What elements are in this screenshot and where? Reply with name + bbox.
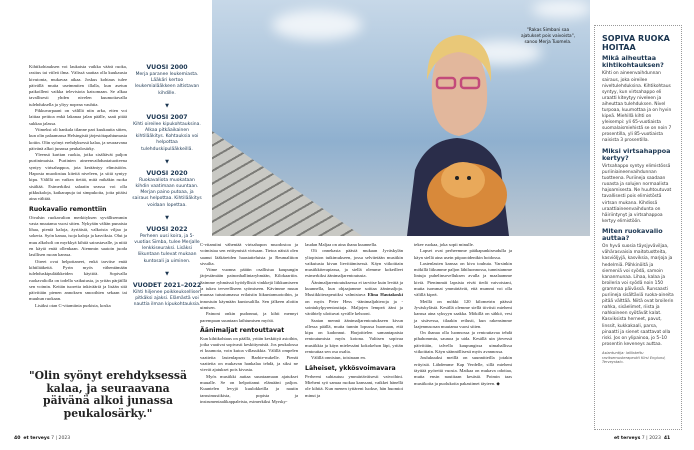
paragraph: Lapset ovat perheemme pääkapunkiseudulla ja käyn siellä aina usein piiparoidenikin hoidossa. bbox=[414, 248, 512, 260]
timeline-text: Kihti hiljenee poikkeuksellisen pitkäksi ajaksi. Elämästä voi nauttia ilman kipukohtauksia. bbox=[133, 289, 201, 308]
arrow-down-icon: ▼ bbox=[165, 214, 169, 221]
timeline-year: VUODET 2021–2022 bbox=[132, 281, 202, 289]
page-number: 40 bbox=[14, 436, 21, 441]
paragraph: Lisäksi otan C-vitamiinia purkista, koska bbox=[35, 302, 111, 308]
person-name: Elina Hautakoski bbox=[367, 292, 403, 298]
pull-quote: "Olin syönyt erehdyksessä kalaa, ja seuraavana päivänä alkoi junassa peukalosärky." bbox=[29, 369, 187, 420]
timeline-text: Perheen uusi koira, ja 5-vuotias Simba, tulee Merjalle lenkkiseuraksi. Lisäksi liikuntaan tulevat mukaan kuntosali ja uiminen. bbox=[134, 233, 200, 264]
paragraph: Joulukuuksi meillä on suunnitteilla jotakin erityistä. Lähdemme Kap Verdelle, sillä mieheni täyttää pyöreitä vuosia. Matkaa on mukava odottaa, mutta ensin nautitaan kesästä. Poimin taas mustikoita ja puolukoita pakastimet täyteen. ◆ bbox=[414, 355, 512, 386]
paragraph: Oli onnekasta päästä mukaan Jyväskylän yliopiston tutkimukseen, jossa selvitetään musiikin vaikutusta kivun lievittämisessä. Käyn viikoittain musiikkiterapiassa, ja siellä olemme kokeilleet esimerkiksi äänimaljarentoutusta. bbox=[305, 248, 403, 279]
timeline-entry bbox=[132, 114, 202, 153]
issue-number: 7 | 2023 bbox=[641, 436, 661, 441]
sidebar-heading: Mikä aiheuttaa kihtikohtauksen? bbox=[602, 54, 664, 70]
sidebar-heading: Miten ruokavalio auttaa? bbox=[602, 226, 663, 243]
paragraph: Saatan mennä äänimaljarentoutukseen kivun ollessa päällä, mutta tunnin lopussa huomaan, että kipu on kadonnut. Harjoittelen samantapaista rentoutumista myös kotona. Valitsen sopivaa musiikkia ja käyn mielessäni kokokehon läpi, yritän rentouttaa sen osa osalta. bbox=[305, 317, 403, 355]
paragraph: Oireet ovat helpottaneet, enkä tarvitse enää kihtilääkettä. Pyrin myös vähentämään tulehduskipulääkkeiden käyttöä. Sopivalla ruokavaliolla on todella vaikutusta, ja yritän pärjäillä sen voimin. Keitän tuoretta inkivääriä ja lisään sitä päivittäin pienen annoksen smoothien sekaan tai muuhun ruokaan. bbox=[29, 258, 127, 302]
magazine-name: et terveys bbox=[23, 436, 50, 441]
paragraph: Meillä on mökki 120 kilometrin päässä Jyväskylästä. Kesällä olemme siellä tiiviisti mieheni kanssa aina syksyyn saakka. Mökillä on sähkö, vesi ja sisävessa, tilaakin reilusti, kun rakensimme laajennusosan muutama vuosi sitten. bbox=[414, 298, 512, 329]
woman-figure bbox=[397, 20, 517, 236]
timeline-text: Ruokavaliota muokataan kihdin vaatimaan suuntaan. Merjan paino putoaa, ja sairaus helpottaa. Kihtilääkitys voidaan lopettaa. bbox=[132, 177, 202, 208]
timeline-entry bbox=[132, 64, 202, 97]
paragraph: Perheeni suhtautuu ymmärtäväisesti vaivoihini. Mieheni syö samaa ruokaa kanssani, vaikkei hänellä ole kihtiä. Kun menen tyttäreni luokse, hän huomioi minut ja bbox=[305, 373, 403, 398]
paragraph: Viime vuonna päätin osallistua kaupungin järjestämään painonhallintaryhmään, Kilokaartiin. Saimme ryhmässä hyödyllisiä vinkkejä liikkumiseen ja tukea terveelliseen syömiseen. Kävimme muun muassa tutustumassa erilaisiin liikuntamuotoihin, ja innostuin käymään kuntosalilla. Sen jälkeen aloitin uimisen. bbox=[200, 267, 298, 310]
footer-right bbox=[614, 436, 670, 441]
right-article-column-3 bbox=[414, 242, 512, 387]
right-article-column-2 bbox=[305, 242, 403, 399]
sidebar-text: On hyvä suosia täysjyväviljaa, vähärasvaisia maitotuotteita, kasviöljyjä, kasviksia, marjoja ja hedelmiä. Pähkinöitä ja siemeniä voi syödä, samoin kananmunaa. Lihaa, kalaa ja broileria voi syödä noin 150 grammaa päivässä. Runsaasti puriineja sisältäviä ruoka-aineita pitää välttää. Niitä ovat broilerin nahka, sisäelimet, riista ja nahkoineen syötävät kalat. Kasviksista herneet, pavut, linssit, kukkakaali, parsa, pinaatti ja sienet saattavat olla riski. Jos on ylipainoa, jo 5–10 prosentin keveneys auttaa. bbox=[602, 244, 674, 347]
paragraph: Kihtikohtauksen voi laukaista vaikka väärä ruoka, rasitus tai viileä ilma. Välissä saattaa olla kuukausia kivutonta, mukavaa aikaa. Joskus kohtaus tulee päivällä mutta useimmiten illalla, kun asetun paikoilleni vaikka televisiota katsomaan. Se alkaa tavallisesti yhden nivelen kuumottavalla tulehduksella ja yltyy nopeaa vauhtia. bbox=[29, 64, 127, 107]
paragraph: laudan Maljaa on aina ihana kuunnella. bbox=[305, 242, 378, 247]
paragraph bbox=[305, 280, 403, 318]
paragraph: Myös musiikki auttaa suuntaamaan ajatukset muualle. Se on helpottanut elämääni paljon. Kuuntelen levyjä kuulokkeilla ja nautin tanssimusiikista, popista ja instrumentaalikappaleista, esimerkiksi Myrsky- bbox=[200, 373, 298, 404]
paragraph: Kun kihtikohtaus on päällä, yritän keskittyä asioihin, jotka vaativat sopivasti keskittymistä. Jos peukalossa ei kuumota, voin kutoa villasukkia. Välillä ompelen vaatteita lastenlapsen Barbie-nukelle. Pienät vaatteita on mukavan hankalaa tehdä, ja siksi ne vievät ajatukset pois kivusta. bbox=[200, 335, 298, 373]
section-heading: Ruokavalio remonttiin bbox=[29, 205, 107, 213]
timeline-year: VUOSI 2007 bbox=[146, 113, 188, 121]
paragraph-text: Äänimaljarentoutuksessa ei tarvitse kuin levätä ja kuunnella, kun ohjaajamme soittaa äänimaljoja. Musiikkiterapeutiksi valmistuva bbox=[305, 279, 403, 298]
paragraph: Pikkuvarpaani on välillä niin arka, etten voi laittaa peittoa enkä lakanaa jalan päälle, saati pitää sukkaa jalassa. bbox=[29, 108, 127, 126]
paragraph: Yleensä karttan ruokia, jotka sisältävät paljon puriinimaisia. Puriinien aineenvaihduntatuotteena syntyy virtsahappoa, jota kerääntyy elimistöön. Haposta muodostuu kiteitä niveleen, ja siitä syntyy kipu. Välillä on vaikea tietää, mitä mikäkin ruoka sisältää. Esimerkiksi salaatin seassa voi olla pikkukaloja, katkarapuja tai simpukoita, joita pitäisi aina välttää. bbox=[29, 152, 127, 202]
paragraph: tekee ruokaa, joka sopii minulle. bbox=[414, 242, 474, 247]
timeline-text: Merja paranee leukemiasta. Lääkäri kertoo leukemialääkkeen altistavan kihdille. bbox=[134, 72, 200, 96]
timeline-year: VUOSI 2000 bbox=[146, 64, 188, 71]
sidebar-heading: Miksi virtsahappoa kertyy? bbox=[602, 146, 671, 162]
paragraph: Välillä onnistun, toisinaan en. bbox=[311, 355, 366, 361]
arrow-down-icon: ▼ bbox=[165, 102, 169, 109]
right-article-column-1 bbox=[200, 242, 298, 405]
timeline-year: VUOSI 2022 bbox=[146, 225, 188, 233]
timeline-entry bbox=[132, 282, 202, 309]
photo-caption: "Rakas Simbani saa ajatukset pois vaivoista", sanoo Merja Tuomela. bbox=[520, 28, 576, 45]
paragraph: Viimeksi oli hankala tilanne pari kuukautta sitten, kun olin palaamassa Helsingistä järjestötapahtumasta kotiin. Olin syönyt erehdyksessä kalaa, ja seuraavana päivänä alkoi junassa peukalosärky. bbox=[29, 126, 127, 151]
arrow-down-icon: ▼ bbox=[165, 158, 169, 165]
sidebar-box bbox=[594, 25, 682, 430]
paragraph: Lastenlasten kanssa on kiva touhuta. Varsinkin mökillä liikumme paljon lähiluonnossa, tunnistamme lintuja puhelinsovelluksen avulla ja maalaamme kiviä. Pienimmät lapsista eivät tiedä vaivoistani, mutta isommat ymmärtävät, että mummi voi olla välillä kipeä. bbox=[414, 260, 512, 298]
footer-left bbox=[14, 436, 70, 441]
paragraph: Oivalsin ruokavalion merkityksen syvällisemmin vasta muutama vuosi sitten. Nykyään vältän punaista lihaa, pieniä kaloja, äyriäisiä, valkoista viljaa ja sokeria. Syön kanaa, isoja kaloja ja kasviksia. Olut ja muu alkoholi on myrkkyä kihtiä sairastavalle, ja niitä en käytä enää ollenkaan. Aiemmin saatoin juoda lasillisen ruoan kanssa. bbox=[29, 214, 127, 258]
sidebar-text: Virtsahappo syntyy elimistössä puriiniaineenvaihdunnan tuotteena. Puriineja saadaan ruoasta ja solujen normaalista hajoamisesta. Ne huuhtoutuvat tavallisesti pois elimistöstä virtsan mukana. Kihdissä uraattiaineenvaihdunta on häiriintynyt ja virtsahappoa kertyy elimistöön. bbox=[602, 163, 672, 224]
sidebar-source: Asiantuntija: laillistettu ravitsemusterapeutti Kirsi Englund, Terveystalo. bbox=[602, 350, 666, 365]
timeline-entry bbox=[132, 226, 202, 265]
timeline-year: VUOSI 2020 bbox=[146, 169, 188, 177]
section-heading: Läheiset, ykkösvoimavara bbox=[305, 364, 396, 372]
left-article-column bbox=[29, 64, 127, 309]
paragraph: On ihanaa olla luonnossa ja rentouttavaa tehdä pihahommia, saunoa ja uida. Kesällä uin järvessä päivittäin, talvella kaupungissa uimahallissa viikoittain. Käyn säännöllisesti myös avannossa. bbox=[414, 330, 512, 355]
timeline-entry bbox=[132, 170, 202, 209]
magazine-name: et terveys bbox=[614, 436, 641, 441]
timeline bbox=[132, 64, 202, 308]
sidebar-text: Kihti on aineenvaihdunnan sairaus, joka oireilee niveltulehduksina. Kihtikohtaus syntyy, kun virtsahappo eli uraatti kiteytyy niveleen ja aiheuttaa tulehduksen. Nivel turpoaa, kuumottaa ja on hyvin kipeä. Miehillä kihti on yleisempi: yli 65-vuotiaista suomalaismiehistä se on noin 7 prosentilla, yli 85-vuotiaista naisista 3 prosentilla. bbox=[602, 71, 672, 144]
paragraph: Painoni onkin pudonnut, ja kihti mennyt parempaan suuntaan laihtumisen myötä. bbox=[200, 311, 298, 323]
sidebar-title: SOPIVA RUOKA HOITAA bbox=[602, 34, 670, 52]
section-heading: Äänimaljat rentouttavat bbox=[200, 326, 285, 334]
arrow-down-icon: ▼ bbox=[165, 270, 169, 277]
timeline-text: Kihti oireilee kipukohtauksina. Alkaa pitkäaikainen kihtilääkitys. Kohtauksia voi helpottaa tulehduskipulääkkeillä. bbox=[133, 121, 201, 152]
page-number: 41 bbox=[663, 436, 671, 441]
paragraph: C-vitamiini vähentää virtsahapon muodostoa ja voimistaa sen erittymistä virtsaan. Tietoa näistä olen saanut lääkäreiden haastatteluista ja Reumaliiton sivuilta. bbox=[200, 242, 298, 266]
paragraph-text: on myös Peter Hess -äänimaljahieroja ja -sointukylpyrentouttaja. Maljojen lempeä ääni ja värähtely ulottuvat syvälle kehooni. bbox=[305, 298, 403, 317]
issue-number: 7 | 2023 bbox=[51, 436, 71, 441]
